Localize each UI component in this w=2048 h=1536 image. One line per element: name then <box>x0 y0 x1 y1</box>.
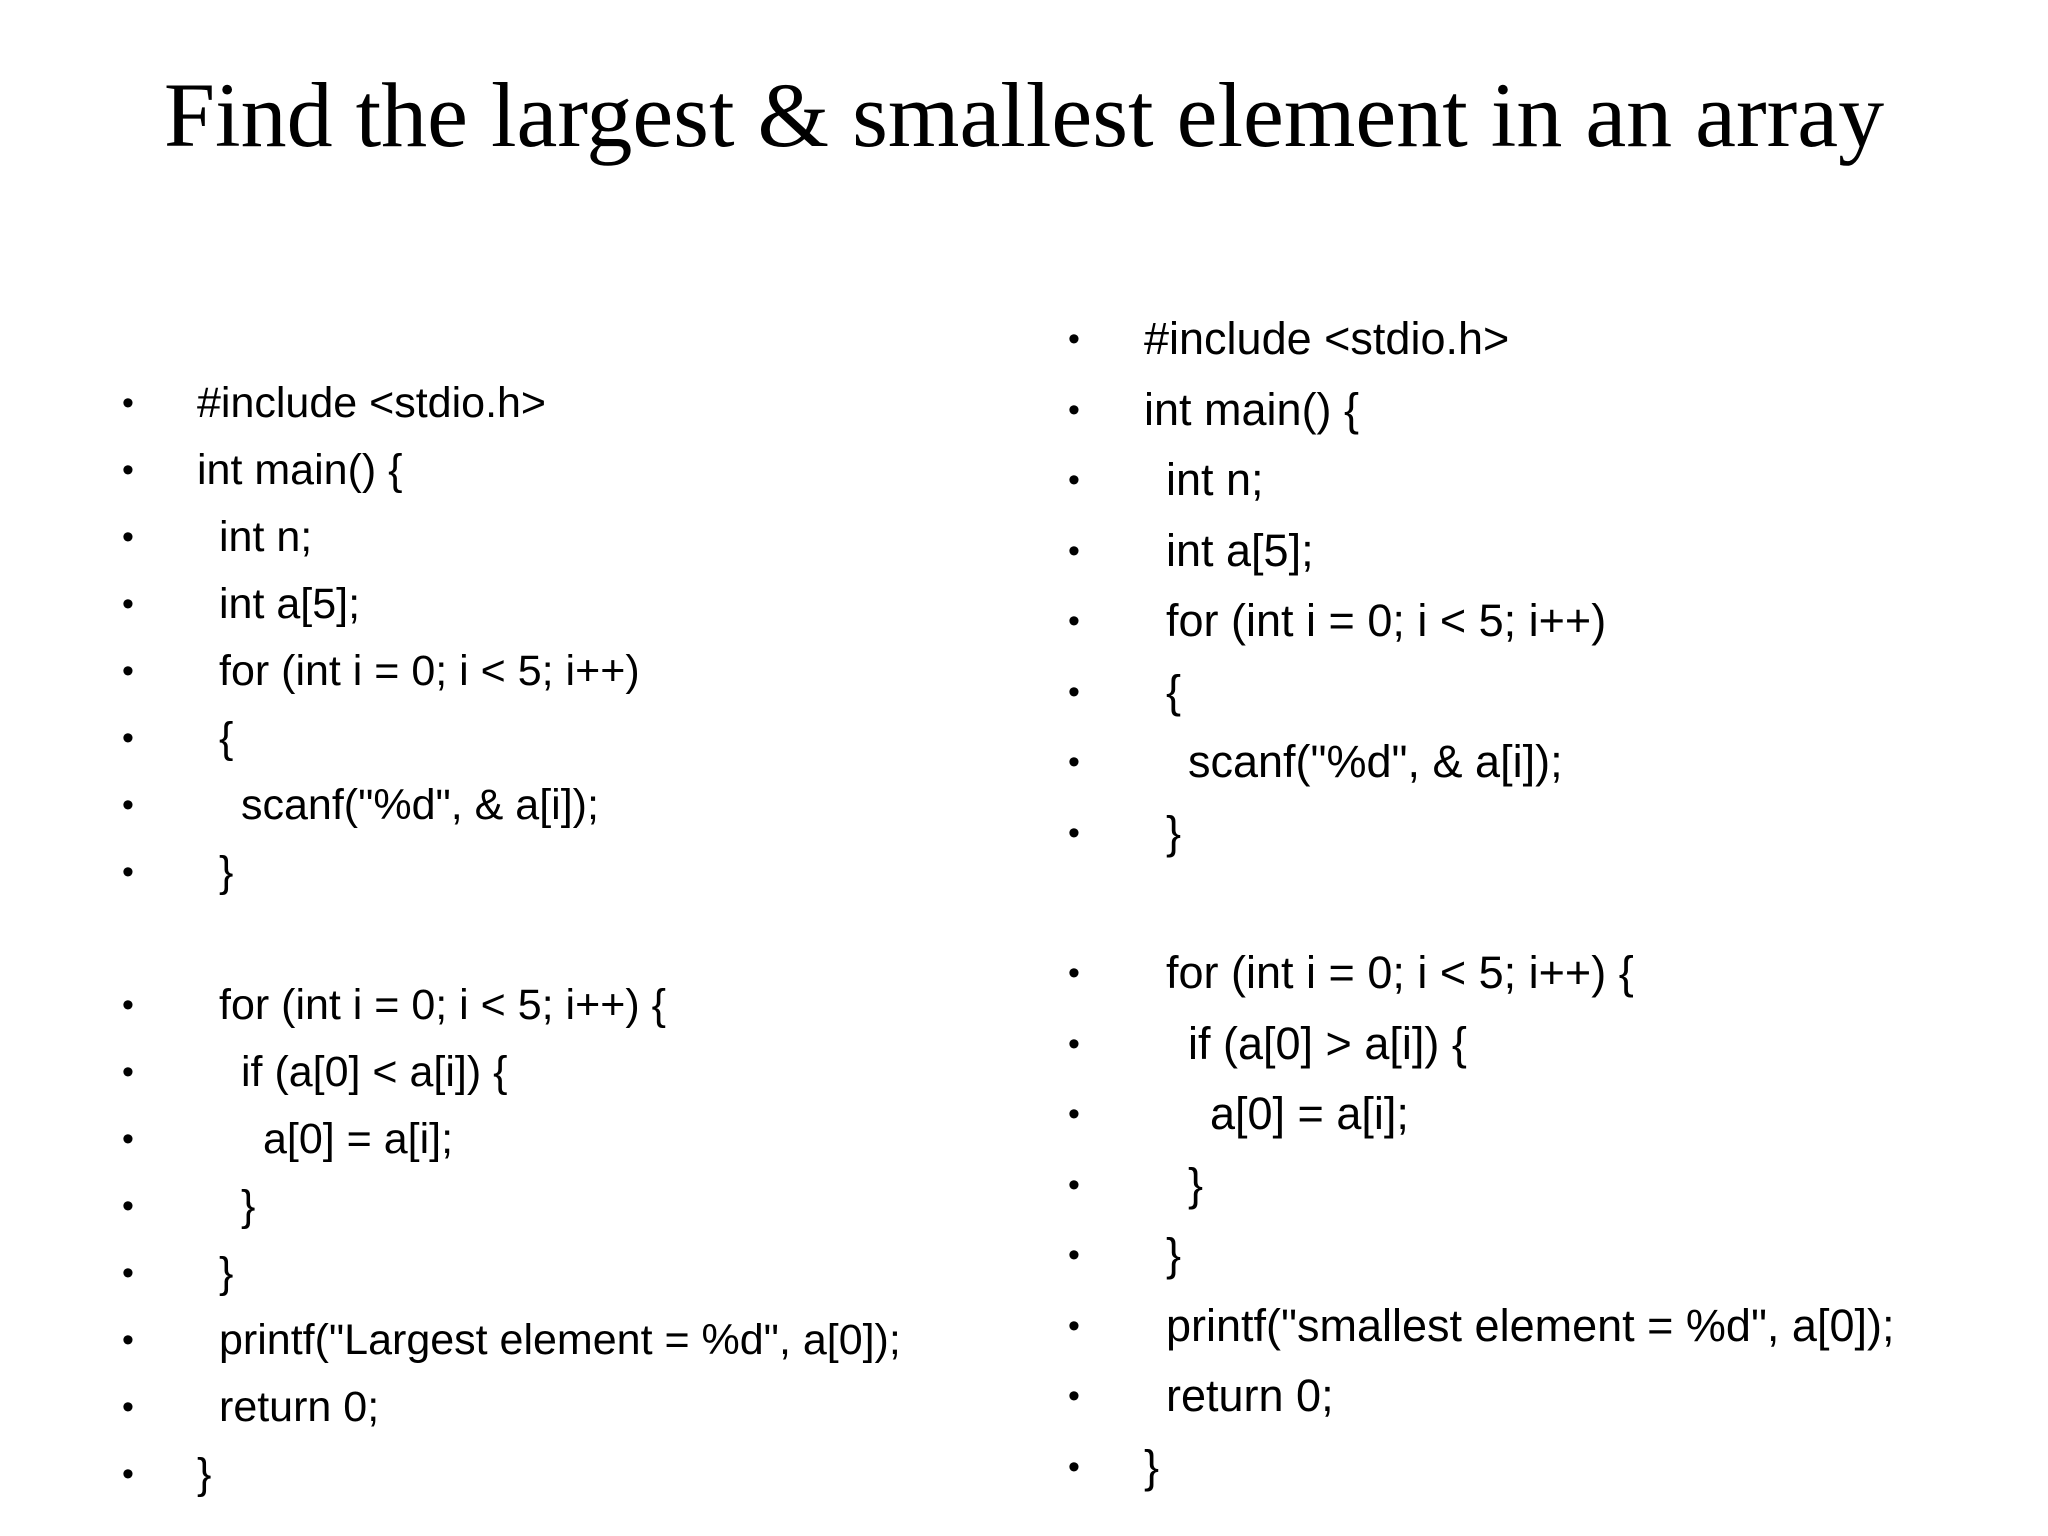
code-line <box>1068 727 1894 798</box>
bullet-icon: • <box>1068 1447 1080 1486</box>
bullet-icon: • <box>122 719 134 757</box>
code-text: return 0; <box>1166 1370 1334 1421</box>
code-text: if (a[0] < a[i]) { <box>241 1048 508 1096</box>
code-line <box>122 839 901 906</box>
code-text: } <box>1166 1229 1182 1280</box>
bullet-icon: • <box>1068 954 1080 992</box>
code-line <box>1068 1009 1894 1080</box>
code-text: } <box>219 848 234 896</box>
bullet-icon: • <box>122 1254 134 1292</box>
code-line <box>122 1374 901 1441</box>
code-line <box>122 504 901 571</box>
code-text: { <box>1166 665 1182 717</box>
code-text: } <box>197 1450 212 1498</box>
bullet-icon: • <box>122 1187 134 1225</box>
code-line <box>1068 798 1894 869</box>
code-text: } <box>1188 1158 1204 1210</box>
code-line <box>122 1039 901 1106</box>
code-line <box>122 437 901 504</box>
code-text: #include <stdio.h> <box>1144 313 1510 364</box>
code-line <box>122 1173 901 1240</box>
code-line <box>1068 1150 1894 1221</box>
code-line <box>1068 445 1894 516</box>
code-line <box>122 1441 901 1508</box>
code-text: int main() { <box>1144 383 1360 435</box>
code-text: } <box>241 1182 256 1230</box>
bullet-icon: • <box>1068 743 1080 781</box>
bullet-icon: • <box>122 1388 134 1426</box>
code-text: for (int i = 0; i < 5; i++) { <box>219 981 666 1029</box>
bullet-icon: • <box>1068 390 1080 429</box>
code-text: printf("smallest element = %d", a[0]); <box>1166 1299 1895 1351</box>
code-text: for (int i = 0; i < 5; i++) <box>219 647 640 695</box>
bullet-icon: • <box>122 786 134 824</box>
code-text: } <box>1166 806 1182 858</box>
code-text: scanf("%d", & a[i]); <box>241 781 599 829</box>
code-line <box>1068 938 1894 1009</box>
code-line <box>122 1106 901 1173</box>
code-text: int n; <box>219 513 313 561</box>
code-text: a[0] = a[i]; <box>263 1115 454 1163</box>
code-text: } <box>1144 1440 1160 1492</box>
bullet-icon: • <box>122 1321 134 1359</box>
code-line <box>122 772 901 839</box>
bullet-icon: • <box>1068 461 1080 499</box>
bullet-icon: • <box>122 853 134 891</box>
code-text: printf("Largest element = %d", a[0]); <box>219 1316 901 1364</box>
code-line <box>1068 1079 1894 1150</box>
code-text: for (int i = 0; i < 5; i++) { <box>1166 947 1634 998</box>
smallest-element-code <box>1068 304 1894 1502</box>
bullet-icon: • <box>122 1455 134 1493</box>
bullet-icon: • <box>1068 1095 1080 1133</box>
code-line <box>1068 516 1894 587</box>
code-line <box>1068 657 1894 728</box>
code-line <box>1068 304 1894 375</box>
code-text: int main() { <box>197 446 403 494</box>
code-line <box>122 705 901 772</box>
bullet-icon: • <box>122 652 134 690</box>
largest-element-code <box>122 370 901 1508</box>
code-text: int a[5]; <box>1166 524 1314 576</box>
blank-line <box>1068 868 1894 938</box>
code-line <box>1068 375 1894 446</box>
bullet-icon: • <box>122 518 134 556</box>
bullet-icon: • <box>122 384 134 422</box>
code-line <box>122 972 901 1039</box>
code-text: int n; <box>1166 454 1264 505</box>
bullet-icon: • <box>122 1120 134 1158</box>
bullet-icon: • <box>122 585 134 623</box>
code-text: { <box>219 714 234 762</box>
bullet-icon: • <box>122 1053 134 1091</box>
code-line <box>122 571 901 638</box>
code-text: if (a[0] > a[i]) { <box>1188 1017 1467 1069</box>
code-text: for (int i = 0; i < 5; i++) <box>1166 595 1607 646</box>
bullet-icon: • <box>1068 813 1080 852</box>
code-text: } <box>219 1249 234 1297</box>
code-line <box>1068 1291 1894 1362</box>
bullet-icon: • <box>122 986 134 1024</box>
slide-title: Find the largest & smallest element in an array <box>163 64 1885 166</box>
code-text: scanf("%d", & a[i]); <box>1188 736 1563 787</box>
code-text: #include <stdio.h> <box>197 379 547 427</box>
blank-line <box>122 906 901 972</box>
code-line <box>1068 586 1894 657</box>
bullet-icon: • <box>1068 1024 1080 1063</box>
code-text: int a[5]; <box>219 580 361 628</box>
code-line <box>1068 1432 1894 1503</box>
code-text: return 0; <box>219 1383 380 1431</box>
code-text: a[0] = a[i]; <box>1210 1088 1409 1139</box>
code-line <box>122 370 901 437</box>
bullet-icon: • <box>1068 1306 1080 1345</box>
bullet-icon: • <box>1068 1236 1080 1274</box>
bullet-icon: • <box>1068 1377 1080 1415</box>
bullet-icon: • <box>1068 531 1080 570</box>
code-line <box>122 638 901 705</box>
bullet-icon: • <box>1068 672 1080 711</box>
bullet-icon: • <box>122 451 134 489</box>
code-line <box>122 1307 901 1374</box>
bullet-icon: • <box>1068 602 1080 640</box>
bullet-icon: • <box>1068 1165 1080 1204</box>
bullet-icon: • <box>1068 320 1080 358</box>
code-line <box>1068 1361 1894 1432</box>
code-line <box>1068 1220 1894 1291</box>
code-line <box>122 1240 901 1307</box>
